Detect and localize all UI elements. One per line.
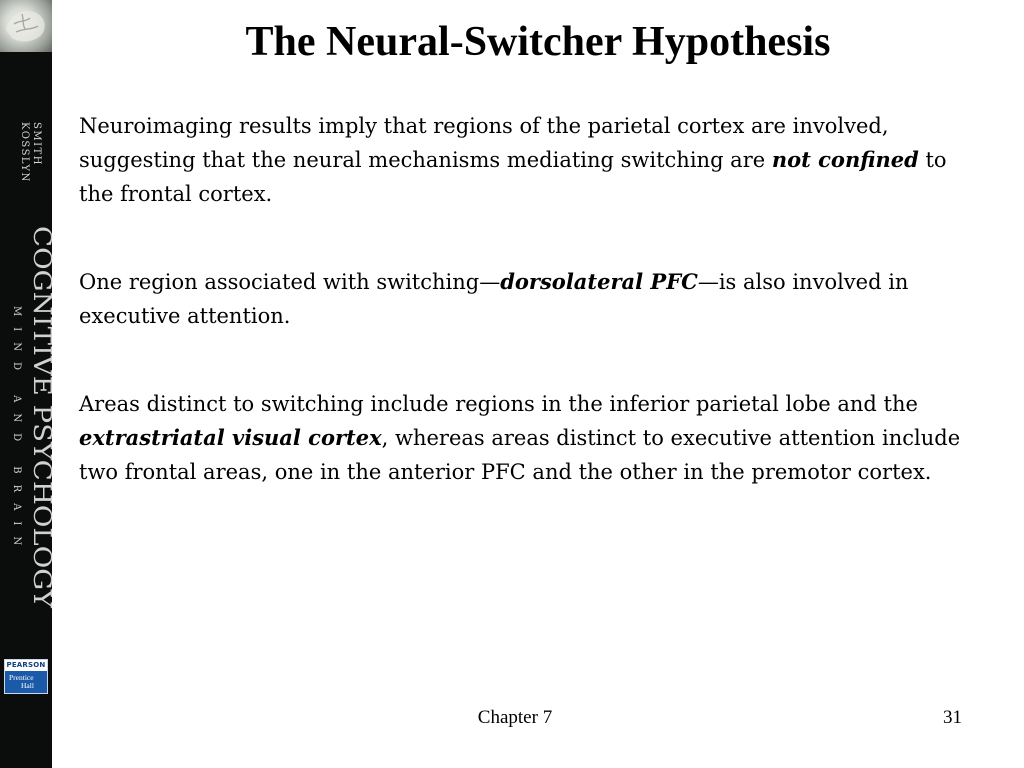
spine-authors [10,118,46,198]
publisher-imprint-line-2: Hall [21,681,34,690]
spine-book-title [6,226,56,616]
slide-title: The Neural-Switcher Hypothesis [245,19,831,65]
spine-title-text: COGNITIVE PSYCHOLOGY [28,226,56,559]
footer-chapter: Chapter 7 [477,707,553,728]
paragraph-1-text-b: to the frontal cortex. [79,148,947,206]
publisher-logo [4,659,48,694]
brain-image [0,0,52,52]
publisher-imprint-line-1: Prentice [9,673,34,682]
book-spine [0,0,56,768]
spine-author-smith: SMITH [31,122,42,166]
slide-body [79,109,979,543]
paragraph-1-emphasis: not confined [771,147,919,172]
paragraph-1 [79,109,979,211]
publisher-name: PEARSON [6,661,46,669]
paragraph-3 [79,387,979,489]
paragraph-3-text-b: , whereas areas distinct to executive attention include two frontal areas, one in the anterior PFC and the other in the premotor cortex. [79,426,961,484]
paragraph-1-text-a: Neuroimaging results imply that regions of the parietal cortex are involved, suggesting that the neural mechanisms mediating switching are [79,114,889,172]
footer-page-number: 31 [943,707,962,728]
spine-author-kosslyn: KOSSLYN [19,122,30,183]
paragraph-2-text-b: —is also involved in executive attention. [79,270,909,328]
spine-subtitle-text: MIND AND BRAIN [11,306,22,557]
paragraph-2-text-a: One region associated with switching— [79,270,501,294]
paragraph-3-text-a: Areas distinct to switching include regions in the inferior parietal lobe and the [79,392,918,416]
paragraph-2-emphasis: dorsolateral PFC [500,269,698,294]
paragraph-2 [79,265,979,333]
paragraph-3-emphasis: extrastriatal visual cortex [79,425,382,450]
